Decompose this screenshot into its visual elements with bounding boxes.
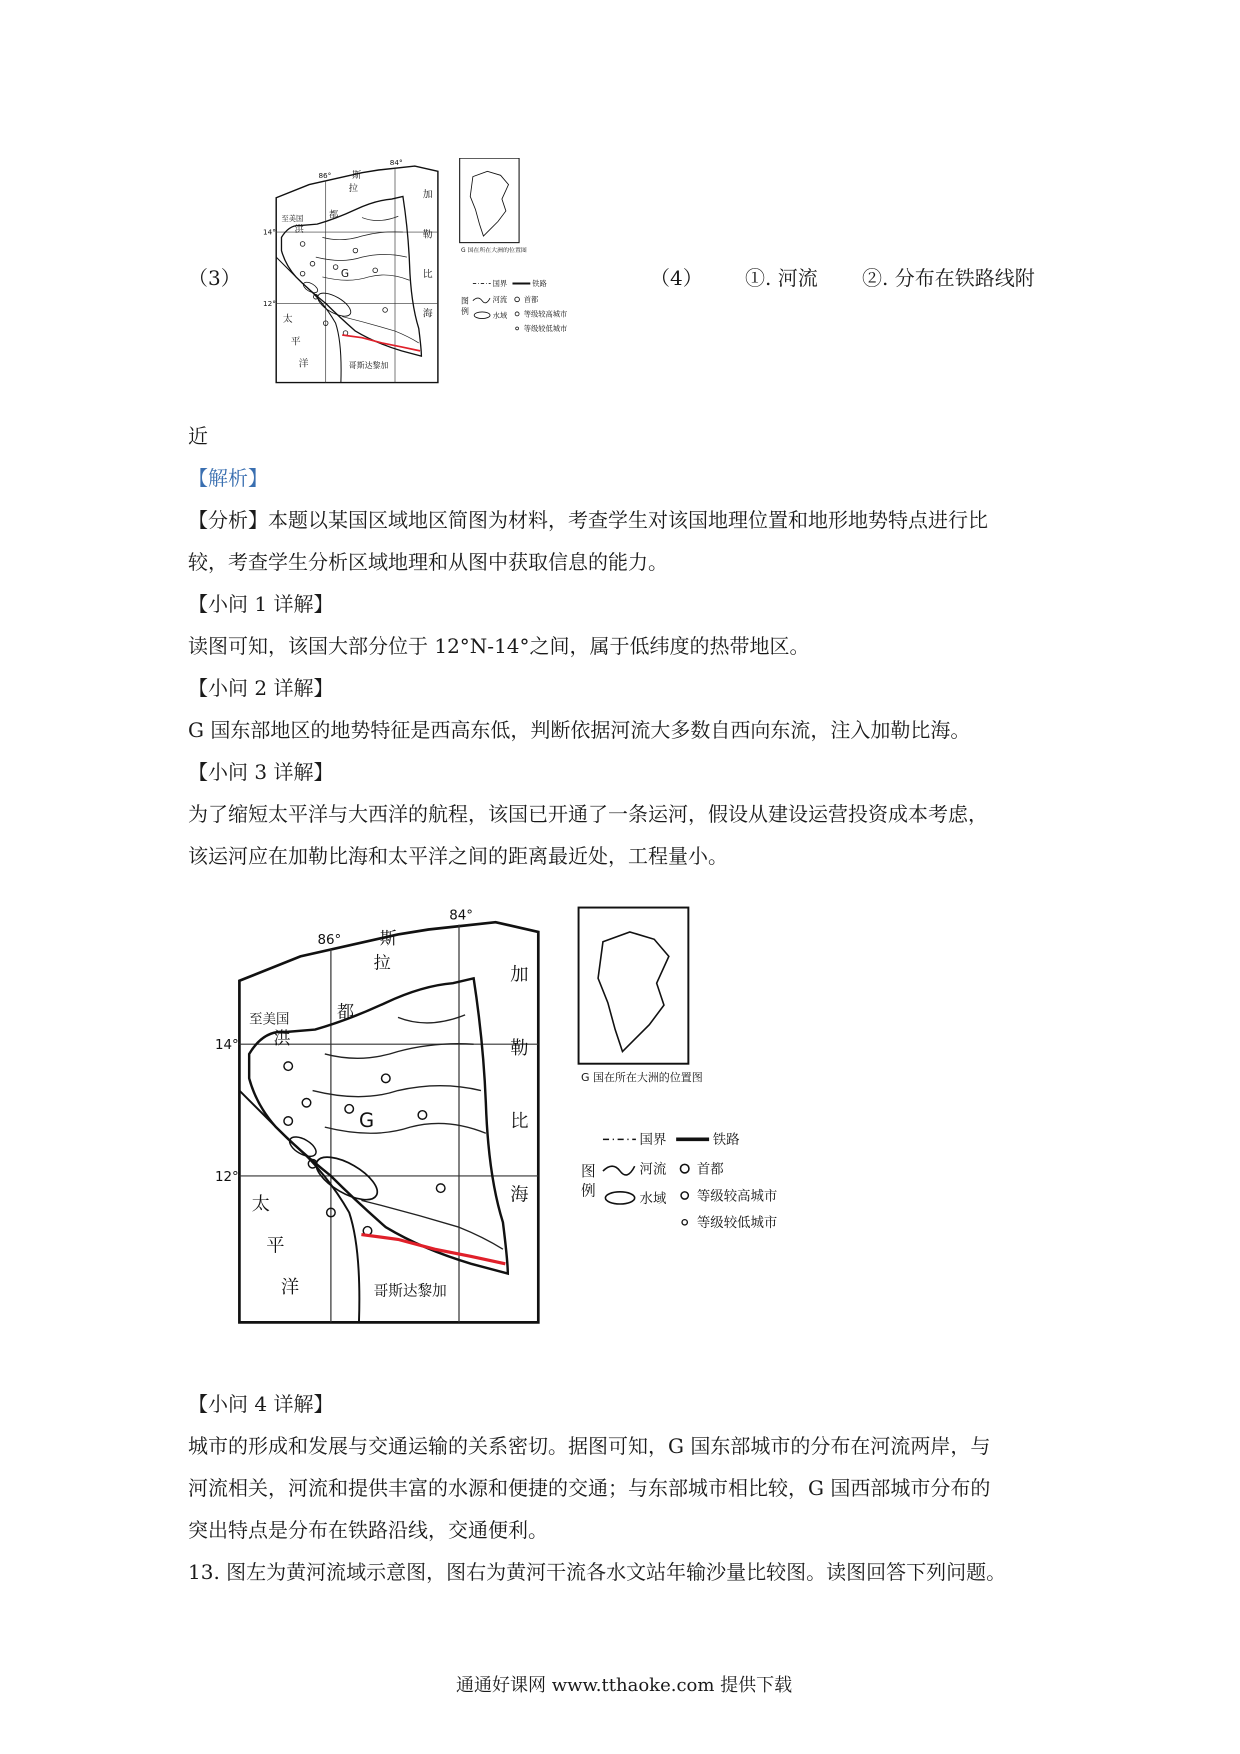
q3-text-line-2: 该运河应在加勒比海和太平洋之间的距离最近处，工程量小。	[188, 844, 728, 868]
river-1	[322, 232, 403, 240]
legend-title-char-2: 例	[581, 1182, 596, 1200]
legend-capital-label: 首都	[696, 1162, 724, 1178]
lon-86-label: 86°	[318, 170, 332, 180]
caribbean-char-3: 比	[510, 1111, 529, 1133]
honduras-char-1: 洪	[273, 1029, 291, 1050]
country-g-label: G	[358, 1109, 375, 1133]
pacific-char-1: 太	[251, 1194, 270, 1216]
legend-title-char-1: 图	[581, 1162, 596, 1180]
lake-managua	[302, 280, 320, 295]
legend-lower-city-symbol	[682, 1220, 687, 1225]
analysis-line-1: 【分析】本题以某国区域地区简图为材料，考查学生对该国地理位置和地形地势特点进行比	[188, 508, 988, 532]
city-marker-10	[300, 271, 305, 276]
costa-rica-label: 哥斯达黎加	[348, 361, 389, 371]
pacific-char-1: 太	[282, 313, 293, 325]
river-4	[398, 1015, 465, 1023]
honduras-char-2: 都	[337, 1002, 355, 1023]
question-13: 13. 图左为黄河流域示意图，图右为黄河干流各水文站年输沙量比较图。读图回答下列问题。	[188, 1560, 1007, 1584]
lat-14-label: 14°	[263, 227, 276, 237]
north-america-outline	[470, 171, 508, 236]
pacific-char-3: 洋	[280, 1277, 300, 1299]
honduras-char-3: 拉	[373, 953, 391, 974]
legend-higher-city-label: 等级较高城市	[696, 1189, 778, 1205]
honduras-char-4: 斯	[379, 929, 397, 950]
north-america-outline	[598, 932, 669, 1052]
legend-border-label: 国界	[492, 279, 508, 289]
city-marker-3	[333, 265, 338, 270]
caribbean-char-4: 海	[510, 1184, 529, 1206]
jiexi-heading: 【解析】	[188, 466, 268, 490]
city-marker-9	[436, 1184, 445, 1193]
legend-lower-city-label: 等级较低城市	[696, 1216, 778, 1232]
legend-railway-label: 铁路	[712, 1133, 740, 1149]
city-marker-4	[353, 248, 358, 253]
city-marker-2	[310, 261, 315, 266]
inset-caption: G 国在所在大洲的位置图	[581, 1070, 703, 1084]
q3-text-line-1: 为了缩短太平洋与大西洋的航程，该国已开通了一条运河，假设从建设运营投资成本考虑，	[188, 802, 988, 826]
caribbean-char-4: 海	[422, 308, 433, 320]
lake-nicaragua	[310, 1149, 384, 1209]
honduras-char-3: 拉	[348, 183, 359, 195]
q3-heading: 【小问 3 详解】	[188, 760, 334, 784]
river-4	[362, 216, 398, 220]
city-marker-2	[302, 1098, 311, 1107]
lon-86-label: 86°	[317, 933, 342, 949]
q4-text-line-2: 河流相关，河流和提供丰富的水源和便捷的交通；与东部城市相比较，G 国西部城市分布的	[188, 1476, 991, 1500]
city-marker-9	[383, 308, 388, 313]
lat-12-label: 12°	[215, 1169, 239, 1185]
lake-managua	[287, 1133, 320, 1160]
q2-text: G 国东部地区的地势特征是西高东低，判断依据河流大多数自西向东流，注入加勒比海。	[188, 718, 971, 742]
costa-rica-label: 哥斯达黎加	[373, 1282, 447, 1300]
legend-river-label: 河流	[492, 295, 508, 305]
legend-water-symbol	[474, 312, 490, 319]
legend-title-char-1: 图	[461, 296, 469, 306]
page-footer: 通通好课网 www.tthaoke.com 提供下载	[456, 1675, 793, 1696]
pacific-char-2: 平	[290, 336, 301, 348]
q3-label: （3）	[188, 266, 241, 290]
honduras-char-1: 洪	[294, 224, 304, 236]
legend-water-label: 水域	[492, 310, 508, 320]
legend-river-label: 河流	[639, 1162, 667, 1178]
city-marker-4	[382, 1074, 391, 1083]
city-marker-5	[373, 268, 378, 273]
honduras-char-2: 都	[329, 209, 339, 221]
legend-border-label: 国界	[639, 1133, 667, 1149]
legend-lower-city-label: 等级较低城市	[523, 324, 568, 334]
to-usa-label: 至美国	[249, 1012, 290, 1028]
city-marker-1	[300, 242, 305, 247]
lon-84-label: 84°	[389, 158, 403, 167]
analysis-line-2: 较，考查学生分析区域地理和从图中获取信息的能力。	[188, 550, 668, 574]
city-marker-10	[284, 1117, 293, 1126]
small-map	[263, 158, 593, 386]
answer-1: ①. 河流	[745, 266, 818, 290]
pacific-char-3: 洋	[298, 358, 309, 370]
river-1	[325, 1044, 474, 1059]
caribbean-char-3: 比	[422, 268, 433, 280]
large-map	[215, 898, 825, 1338]
country-g-label: G	[340, 267, 350, 280]
q4-text-line-3: 突出特点是分布在铁路沿线，交通便利。	[188, 1518, 548, 1542]
q4-label: （4）	[650, 266, 703, 290]
caribbean-char-1: 加	[422, 189, 433, 201]
honduras-char-4: 斯	[352, 169, 362, 181]
caribbean-char-2: 勒	[422, 229, 433, 241]
legend-river-symbol	[473, 298, 490, 303]
lat-14-label: 14°	[215, 1038, 239, 1054]
small-map-svg	[263, 158, 593, 386]
q2-heading: 【小问 2 详解】	[188, 676, 334, 700]
q1-heading: 【小问 1 详解】	[188, 592, 334, 616]
legend-river-symbol	[603, 1166, 635, 1175]
legend-title-char-2: 例	[461, 306, 469, 316]
caribbean-char-2: 勒	[510, 1037, 529, 1059]
legend-water-symbol	[605, 1192, 634, 1204]
answer-2: ②. 分布在铁路线附	[862, 266, 1035, 290]
q4-heading: 【小问 4 详解】	[188, 1392, 334, 1416]
caribbean-char-1: 加	[510, 964, 529, 986]
river-2	[316, 255, 407, 261]
to-usa-label: 至美国	[281, 213, 304, 223]
answer-continuation: 近	[188, 424, 208, 448]
legend-capital-symbol	[680, 1164, 689, 1173]
lon-84-label: 84°	[449, 908, 474, 924]
pacific-char-2: 平	[266, 1235, 285, 1257]
legend-water-label: 水域	[639, 1191, 667, 1207]
large-map-svg	[215, 898, 825, 1338]
inset-caption: G 国在所在大洲的位置图	[461, 246, 527, 254]
q4-text-line-1: 城市的形成和发展与交通运输的关系密切。据图可知，G 国东部城市的分布在河流两岸，与	[188, 1434, 991, 1458]
q1-text: 读图可知，该国大部分位于 12°N-14°之间，属于低纬度的热带地区。	[188, 634, 810, 658]
legend-capital-label: 首都	[523, 295, 539, 305]
legend-higher-city-symbol	[681, 1192, 688, 1199]
river-3	[325, 1123, 486, 1133]
legend-lower-city-symbol	[516, 327, 519, 330]
lat-12-label: 12°	[263, 298, 276, 308]
river-3	[322, 275, 409, 280]
legend-capital-symbol	[515, 297, 520, 302]
river-2	[313, 1086, 481, 1097]
city-marker-5	[418, 1111, 427, 1120]
legend-higher-city-symbol	[515, 312, 519, 316]
legend-railway-label: 铁路	[532, 279, 547, 289]
lake-nicaragua	[314, 289, 354, 321]
city-marker-3	[345, 1105, 354, 1114]
legend-higher-city-label: 等级较高城市	[523, 309, 568, 319]
city-marker-1	[284, 1062, 293, 1071]
